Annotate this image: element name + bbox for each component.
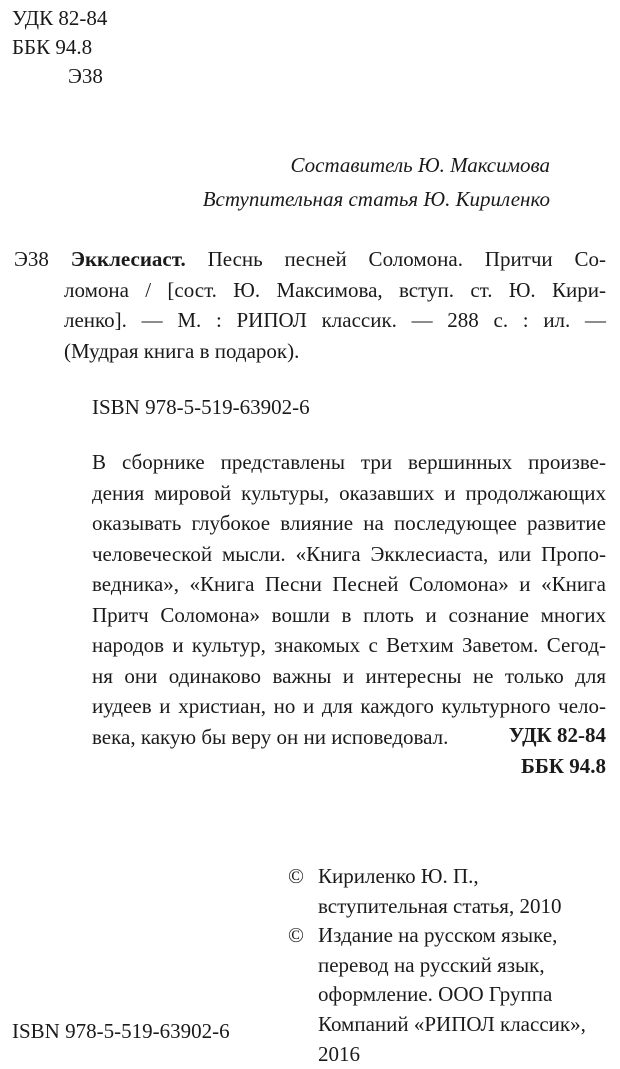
record-title-continuation: Песнь песней Соломона. Притчи Со-	[207, 247, 606, 271]
copyright-line: 2016	[318, 1041, 360, 1066]
copyright-line: перевод на русский язык,	[318, 952, 545, 977]
author-mark: Э38	[68, 64, 103, 88]
bibliographic-record-line-1	[14, 244, 606, 275]
isbn-bottom-text: ISBN 978-5-519-63902-6	[12, 1019, 230, 1043]
annotation-line: народов и культур, знакомых с Ветхим Заветом. Сегод-	[92, 633, 606, 657]
annotation-line: В сборнике представлены три вершинных произве-	[92, 450, 606, 474]
annotation-line: иудеев и христиан, но и для каждого культурного чело-	[92, 694, 606, 718]
annotation-line: ведника», «Книга Песни Песней Соломона» и «Книга	[92, 572, 606, 596]
bottom-classification-block	[400, 720, 606, 782]
copyright-line: вступительная статья, 2010	[318, 893, 562, 918]
copyright-line: Компаний «РИПОЛ классик»,	[318, 1011, 586, 1036]
udk-code-bottom: УДК 82-84	[508, 723, 606, 747]
isbn-bottom	[12, 1016, 312, 1046]
record-title: Экклесиаст.	[70, 247, 186, 271]
annotation-line: оказывать глубокое влияние на последующее развитие	[92, 511, 606, 535]
udk-code: УДК 82-84	[12, 6, 108, 30]
compiler-credit: Составитель Ю. Максимова	[290, 153, 550, 177]
isbn-main	[92, 392, 492, 422]
top-classification-block	[12, 4, 152, 91]
record-author-mark: Э38	[14, 247, 49, 271]
credits-block	[120, 148, 550, 216]
bibliographic-record-line-4: (Мудрая книга в подарок).	[64, 338, 300, 363]
annotation-block	[92, 447, 606, 752]
annotation-line: ня они одинаково важны и интересны не только для	[92, 663, 606, 688]
bbk-code-bottom: ББК 94.8	[521, 754, 606, 778]
copyright-line: Издание на русском языке,	[318, 923, 558, 948]
annotation-line: века, какую бы веру он ни исповедовал.	[92, 724, 449, 749]
copyright-icon: ©	[288, 923, 304, 948]
isbn-main-text: ISBN 978-5-519-63902-6	[92, 395, 310, 419]
bibliographic-record-line-2: ломона / [сост. Ю. Максимова, вступ. ст. Ю. Кири-	[64, 277, 606, 302]
bibliographic-record-line-3: ленко]. — М. : РИПОЛ классик. — 288 с. : ил. —	[64, 308, 606, 332]
bibliographic-record	[14, 244, 606, 366]
copyright-block	[288, 862, 608, 1069]
annotation-line: дения мировой культуры, оказавших и продолжающих	[92, 480, 606, 505]
annotation-line: Притч Соломона» вошли в плоть и сознание многих	[92, 602, 606, 627]
bbk-code: ББК 94.8	[12, 35, 93, 59]
intro-credit: Вступительная статья Ю. Кириленко	[202, 187, 550, 211]
copyright-icon: ©	[288, 864, 304, 888]
annotation-line: человеческой мысли. «Книга Экклесиаста, или Пропо-	[92, 541, 606, 566]
copyright-line: оформление. ООО Группа	[318, 982, 553, 1007]
copyright-entry	[288, 921, 608, 1069]
copyright-line: Кириленко Ю. П.,	[318, 864, 479, 888]
copyright-entry	[288, 862, 608, 921]
